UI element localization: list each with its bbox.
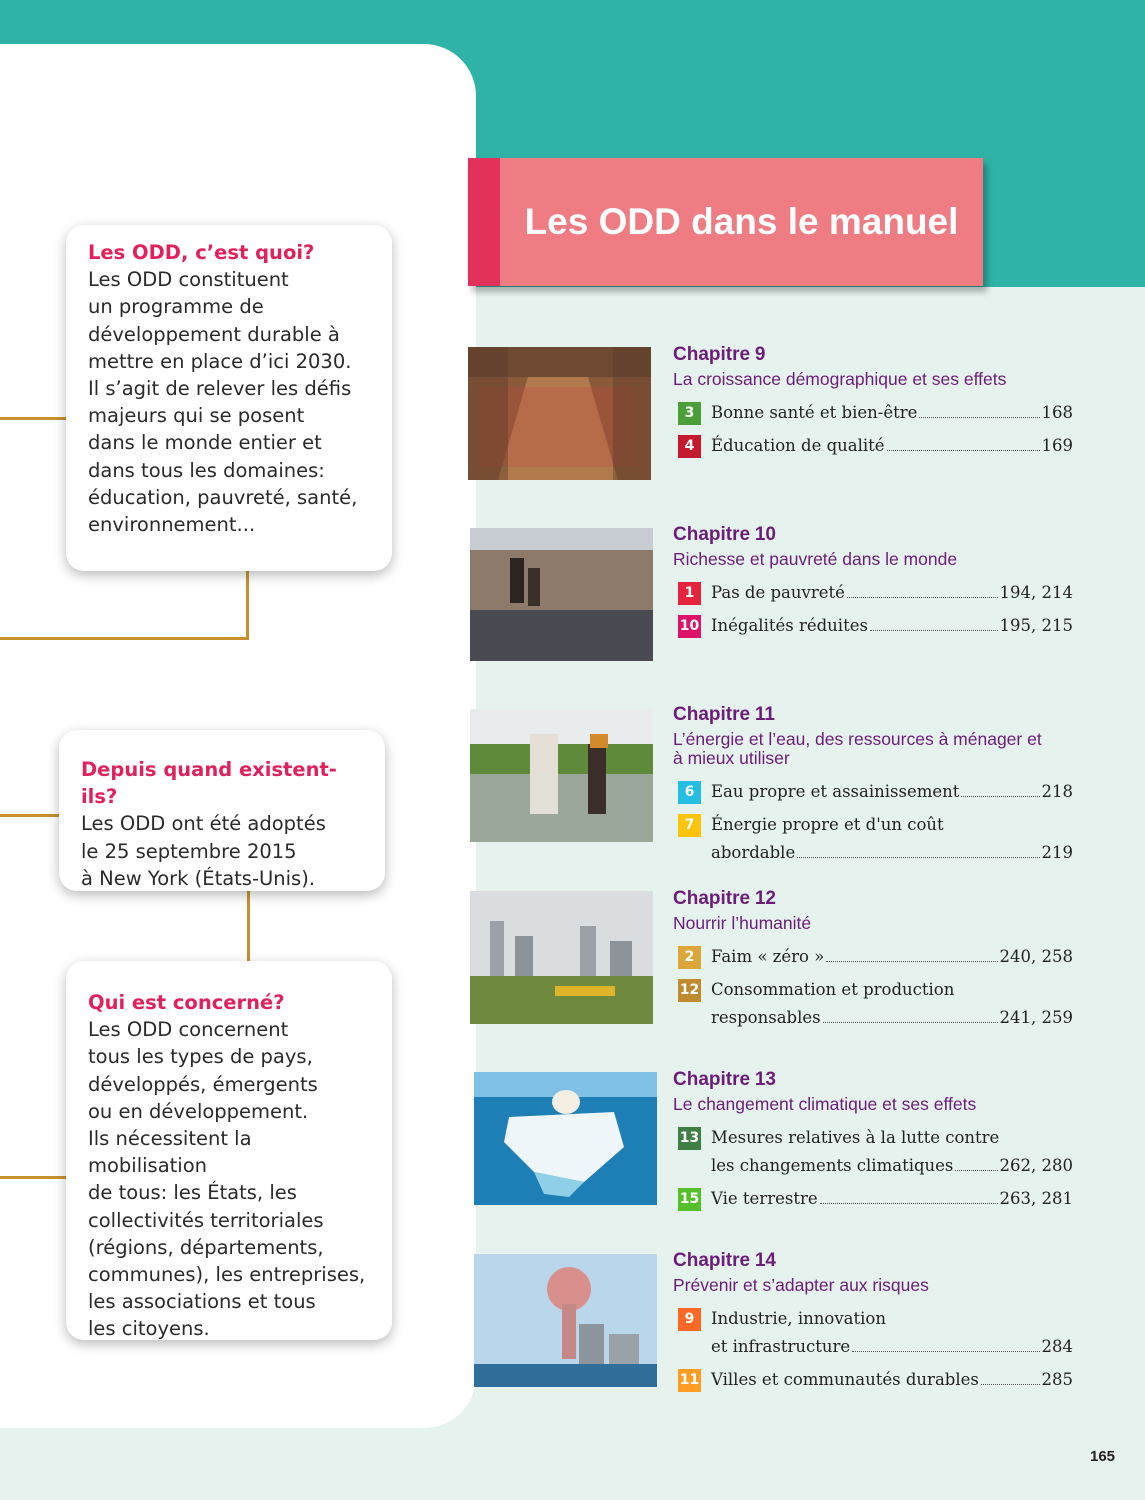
page-ref: 263, 281 [999, 1189, 1073, 1208]
chapter-number: Chapitre 12 [673, 888, 776, 909]
card-question: Les ODD, c’est quoi? [88, 241, 315, 264]
odd-badge: 4 [678, 435, 701, 458]
page-ref: 241, 259 [999, 1008, 1073, 1027]
odd-badge: 9 [678, 1308, 701, 1331]
page-ref: 194, 214 [999, 583, 1073, 602]
explosion-city-photo [474, 1254, 657, 1387]
page-ref: 218 [1041, 782, 1073, 801]
page-ref: 262, 280 [999, 1156, 1073, 1175]
chapter-title: L’énergie et l’eau, des ressources à ménager et à mieux utiliser [673, 729, 1042, 768]
odd-badge: 11 [678, 1369, 701, 1392]
chapter-block [673, 1069, 1073, 1213]
connector-line [246, 571, 249, 639]
page-ref: 168 [1041, 403, 1073, 422]
card-question: Qui est concerné? [88, 991, 285, 1014]
card-body: Les ODD concernent tous les types de pays, développés, émergents ou en développement. Ils nécessitent la mobilisation de tous: les États, les collectivités territoriales (régions, départements, communes), les entreprises, les associations et tous les citoyens. [88, 1018, 366, 1341]
chapter-title: Le changement climatique et ses effets [673, 1094, 977, 1114]
water-carriers-photo [470, 709, 653, 842]
odd-entry: 10 Inégalités réduites 195, 215 [673, 612, 1073, 640]
page-ref: 285 [1041, 1370, 1073, 1389]
page-number: 165 [1090, 1448, 1116, 1465]
chapter-number: Chapitre 14 [673, 1250, 776, 1271]
connector-line [0, 814, 60, 817]
urban-garden-photo [470, 891, 653, 1024]
page-ref: 284 [1041, 1337, 1073, 1356]
banner-tab [468, 158, 500, 286]
odd-badge: 1 [678, 582, 701, 605]
odd-entry: 9 Industrie, innovation et infrastructure 284 [673, 1305, 1073, 1361]
connector-line [0, 417, 66, 420]
chapter-block [673, 524, 1073, 640]
chapter-block [673, 1250, 1073, 1394]
page-ref: 195, 215 [999, 616, 1073, 635]
chapter-block [673, 888, 1073, 1032]
page-title: Les ODD dans le manuel [524, 201, 959, 242]
chapter-number: Chapitre 10 [673, 524, 776, 545]
odd-badge: 6 [678, 781, 701, 804]
chapter-number: Chapitre 13 [673, 1069, 776, 1090]
odd-entry: 3 Bonne santé et bien-être 168 [673, 399, 1073, 427]
info-card-who [66, 961, 392, 1340]
info-card-what [66, 225, 392, 571]
odd-entry: 4 Éducation de qualité 169 [673, 432, 1073, 460]
odd-entry: 12 Consommation et production responsables 241, 259 [673, 976, 1073, 1032]
odd-entry: 1 Pas de pauvreté 194, 214 [673, 579, 1073, 607]
connector-line [0, 1176, 66, 1179]
odd-entry: 2 Faim « zéro » 240, 258 [673, 943, 1073, 971]
chapter-title: Richesse et pauvreté dans le monde [673, 549, 958, 569]
slum-children-photo [470, 528, 653, 661]
odd-badge: 10 [678, 615, 701, 638]
page-ref: 240, 258 [999, 947, 1073, 966]
chapter-block [673, 344, 1073, 460]
odd-badge: 15 [678, 1188, 701, 1211]
info-card-since-when [59, 730, 385, 891]
title-banner [468, 158, 983, 286]
odd-badge: 7 [678, 814, 701, 837]
chapter-title: Nourrir l’humanité [673, 913, 812, 933]
card-question: Depuis quand existent-ils? [81, 758, 337, 809]
odd-badge: 2 [678, 946, 701, 969]
odd-badge: 3 [678, 402, 701, 425]
odd-badge: 13 [678, 1127, 701, 1150]
chapter-title: La croissance démographique et ses effets [673, 369, 1007, 389]
page-ref: 169 [1041, 436, 1073, 455]
odd-entry: 7 Énergie propre et d'un coût abordable 219 [673, 811, 1073, 867]
odd-entry: 13 Mesures relatives à la lutte contre les changements climatiques 262, 280 [673, 1124, 1073, 1180]
odd-entry: 15 Vie terrestre 263, 281 [673, 1185, 1073, 1213]
odd-badge: 12 [678, 979, 701, 1002]
connector-line [247, 891, 250, 961]
crowded-street-photo [468, 347, 651, 480]
chapter-number: Chapitre 9 [673, 344, 766, 365]
polar-bear-ice-photo [474, 1072, 657, 1205]
connector-line [0, 637, 249, 640]
page-ref: 219 [1041, 843, 1073, 862]
card-body: Les ODD ont été adoptés le 25 septembre 2015 à New York (États-Unis). [81, 812, 326, 890]
odd-entry: 11 Villes et communautés durables 285 [673, 1366, 1073, 1394]
chapter-number: Chapitre 11 [673, 704, 775, 725]
odd-entry: 6 Eau propre et assainissement 218 [673, 778, 1073, 806]
chapter-title: Prévenir et s’adapter aux risques [673, 1275, 929, 1295]
card-body: Les ODD constituent un programme de développement durable à mettre en place d’ici 2030. Il s’agit de relever les défis majeurs qui se posent dans le monde entier et dans tous les domaines: éducation, pauvreté, santé, environnement... [88, 268, 358, 537]
chapter-block [673, 704, 1073, 867]
